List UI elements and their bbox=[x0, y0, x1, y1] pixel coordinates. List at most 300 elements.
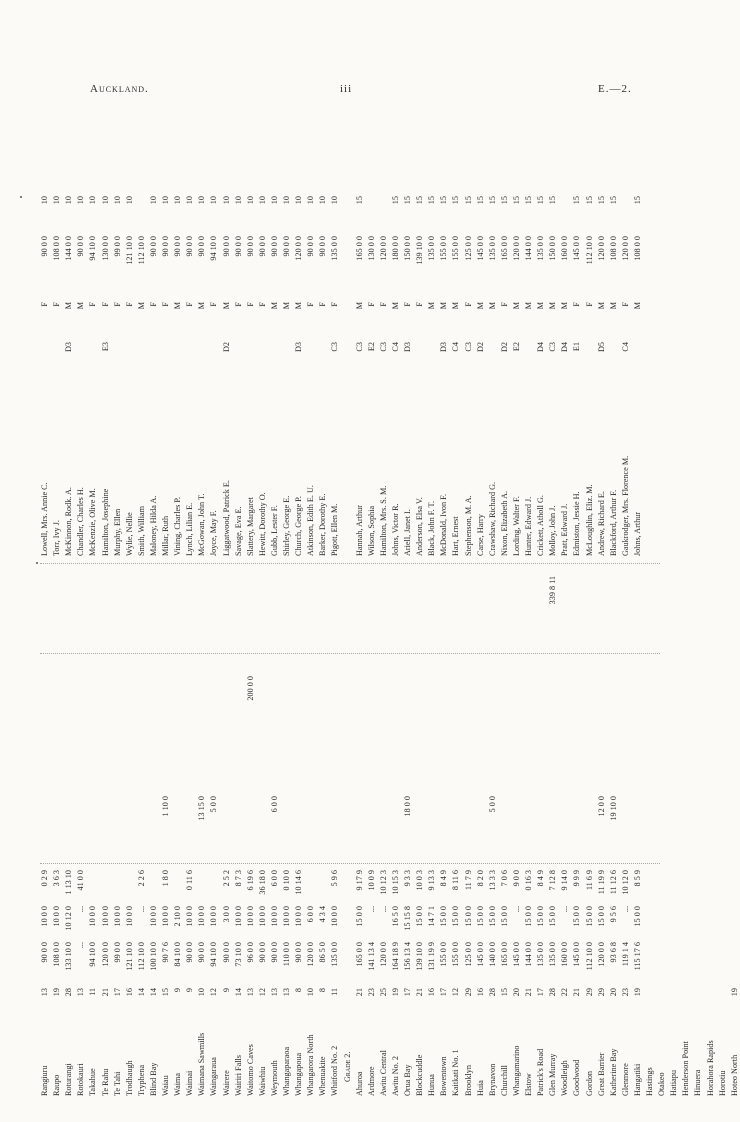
school-name: Waiau bbox=[161, 1075, 170, 1096]
teacher-house-allowance: 15 bbox=[548, 196, 558, 205]
school-house-allowance: ... bbox=[620, 906, 630, 913]
building-row bbox=[270, 566, 280, 646]
teacher-name: Wilson, Sophia bbox=[366, 505, 376, 556]
building-row bbox=[548, 566, 558, 646]
school-name: Wairere bbox=[221, 1070, 231, 1096]
school-roll: 13 bbox=[269, 988, 279, 997]
school-salary: 120 0 0 bbox=[100, 942, 110, 967]
school-name: Waitomo Caves bbox=[245, 1044, 255, 1096]
teacher-classification: D4 bbox=[536, 342, 546, 353]
school-name: Weymouth bbox=[269, 1060, 279, 1096]
teacher-sex: F bbox=[584, 302, 594, 307]
building-row bbox=[137, 566, 147, 646]
school-house-allowance: 10 0 0 bbox=[197, 906, 207, 927]
teacher-salary: 90 0 0 bbox=[257, 236, 267, 257]
teacher-salary: 120 0 0 bbox=[378, 236, 388, 261]
school-salary: 90 0 0 bbox=[221, 942, 231, 963]
school-name: Rotokauri bbox=[76, 1063, 86, 1096]
teacher-house-allowance: 15 bbox=[596, 196, 606, 205]
teacher-salary: 144 0 0 bbox=[524, 236, 533, 261]
building-row bbox=[88, 566, 98, 646]
teacher-classification: C3 bbox=[378, 342, 388, 352]
extra-amount-a: 6 0 0 bbox=[269, 796, 279, 813]
school-row bbox=[488, 866, 498, 1096]
teacher-house-allowance: 15 bbox=[354, 196, 364, 205]
school-salary: 94 10 0 bbox=[209, 942, 219, 967]
building-row bbox=[367, 566, 377, 646]
school-extra: 3 6 3 bbox=[52, 870, 62, 887]
school-salary: 120 0 0 bbox=[596, 942, 606, 967]
teacher-row bbox=[246, 116, 256, 556]
school-name: Kaitkati No. 1 bbox=[451, 1049, 461, 1096]
school-row bbox=[125, 866, 135, 1096]
extras-row bbox=[246, 656, 256, 856]
building-amount: 339 8 11 bbox=[548, 576, 558, 605]
extras-row bbox=[209, 656, 219, 856]
school-roll: 20 bbox=[511, 988, 521, 997]
school-salary: 125 0 0 bbox=[463, 942, 473, 967]
extras-row bbox=[609, 656, 619, 856]
teacher-name: Hamilton, Mrs. S. M. bbox=[378, 485, 388, 556]
teacher-row bbox=[318, 116, 328, 556]
extras-row bbox=[379, 656, 389, 856]
school-roll: 28 bbox=[487, 988, 497, 997]
building-row bbox=[451, 566, 461, 646]
teacher-name: Hannah, Arthur bbox=[354, 505, 364, 556]
school-name: Ardmore bbox=[366, 1066, 376, 1096]
teacher-name: Johns, Victor R. bbox=[390, 503, 400, 556]
teacher-name: Smith, William bbox=[136, 505, 146, 556]
school-house-allowance: 15 0 0 bbox=[415, 906, 425, 927]
teacher-name: Atkinson, Edith E. U. bbox=[306, 485, 316, 556]
school-row bbox=[403, 866, 413, 1096]
school-extra: 11 12 6 bbox=[608, 870, 618, 895]
teacher-row bbox=[125, 116, 135, 556]
school-row bbox=[730, 866, 740, 1096]
teacher-salary: 90 0 0 bbox=[185, 236, 195, 257]
teacher-house-allowance: 15 bbox=[572, 196, 582, 205]
school-salary: 135 0 0 bbox=[536, 942, 546, 967]
building-row bbox=[40, 566, 50, 646]
school-extra: 0 2 9 bbox=[40, 870, 49, 887]
extras-row bbox=[40, 656, 50, 856]
teacher-name: Torr, Ivy J. bbox=[52, 520, 62, 556]
school-salary: 93 6 8 bbox=[608, 942, 618, 963]
teacher-salary: 144 0 0 bbox=[64, 236, 74, 261]
school-extra: 8 11 6 bbox=[451, 870, 461, 891]
teacher-salary: 165 0 0 bbox=[499, 236, 509, 261]
teacher-salary: 135 0 0 bbox=[427, 236, 437, 261]
school-house-allowance: 10 0 0 bbox=[88, 906, 98, 927]
teacher-row bbox=[40, 116, 50, 556]
school-row bbox=[270, 866, 280, 1096]
school-row bbox=[536, 866, 546, 1096]
teacher-row bbox=[282, 116, 292, 556]
school-row bbox=[681, 866, 691, 1096]
school-roll: 17 bbox=[536, 988, 546, 997]
school-row bbox=[161, 866, 171, 1096]
teacher-name: McGowan, John T. bbox=[197, 493, 207, 556]
school-roll: 19 bbox=[632, 988, 642, 997]
school-name: Tryphena bbox=[136, 1064, 146, 1096]
teacher-house-allowance: 15 bbox=[463, 196, 473, 205]
school-house-allowance: 2 10 0 bbox=[173, 906, 183, 927]
teacher-row bbox=[633, 116, 643, 556]
teacher-house-allowance: 10 bbox=[318, 196, 328, 205]
school-name: Blind Bay bbox=[148, 1062, 158, 1096]
teacher-row bbox=[524, 116, 534, 556]
teacher-sex: M bbox=[548, 302, 558, 310]
school-roll: 21 bbox=[524, 988, 533, 997]
extra-amount-a: 18 0 0 bbox=[403, 796, 412, 817]
teacher-classification: C4 bbox=[620, 342, 630, 352]
school-name: Great Barrier bbox=[596, 1052, 606, 1096]
teacher-classification: E1 bbox=[572, 342, 582, 352]
school-row bbox=[185, 866, 195, 1096]
school-name: Hatiapu bbox=[669, 1070, 679, 1096]
school-extra: 11 7 9 bbox=[463, 870, 473, 891]
extras-row bbox=[113, 656, 123, 856]
school-name: Waima bbox=[173, 1073, 183, 1096]
teacher-name: Lynch, Lilian E. bbox=[185, 502, 195, 556]
extra-amount-a: 12 0 0 bbox=[596, 796, 606, 817]
teacher-salary: 120 0 0 bbox=[596, 236, 606, 261]
teacher-row bbox=[609, 116, 619, 556]
teacher-sex: F bbox=[233, 302, 243, 307]
school-house-allowance: ... bbox=[560, 906, 570, 913]
teacher-house-allowance: 15 bbox=[475, 196, 485, 205]
teacher-name: Gubb, Lester F. bbox=[269, 505, 279, 556]
school-extra: 41 0 0 bbox=[76, 870, 86, 891]
school-house-allowance: 10 0 0 bbox=[233, 906, 243, 927]
school-extra: 8 7 3 bbox=[233, 870, 243, 887]
school-extra: 10 15 3 bbox=[390, 870, 400, 895]
building-row bbox=[52, 566, 62, 646]
teacher-name: Barker, Dorothy E. bbox=[318, 493, 328, 556]
teacher-classification: D4 bbox=[560, 342, 570, 353]
school-extra: 0 10 0 bbox=[282, 870, 291, 891]
teacher-row bbox=[476, 116, 486, 556]
extras-row bbox=[464, 656, 474, 856]
school-house-allowance: 15 0 0 bbox=[548, 906, 558, 927]
school-roll: 15 bbox=[499, 988, 509, 997]
school-name: Brooklyn bbox=[463, 1065, 473, 1096]
school-salary: 90 0 0 bbox=[269, 942, 279, 963]
school-salary: 144 0 0 bbox=[524, 942, 533, 967]
school-name: Gordon bbox=[584, 1070, 594, 1096]
school-roll: 14 bbox=[148, 988, 158, 997]
school-house-allowance: 10 0 0 bbox=[330, 906, 340, 927]
extras-row bbox=[222, 656, 232, 856]
teacher-row bbox=[367, 116, 377, 556]
school-house-allowance: 15 15 8 bbox=[403, 906, 412, 931]
school-name: Goodwood bbox=[572, 1059, 582, 1096]
school-roll: 19 bbox=[729, 988, 739, 997]
school-salary: 135 0 0 bbox=[548, 942, 558, 967]
school-row bbox=[173, 866, 183, 1096]
teacher-name: Murphy, Ellen bbox=[112, 508, 122, 556]
school-extra: 9 9 9 bbox=[572, 870, 582, 887]
building-row bbox=[343, 566, 353, 646]
school-extra: 8 2 0 bbox=[475, 870, 485, 887]
school-name: Orua Bay bbox=[403, 1064, 412, 1096]
building-row bbox=[101, 566, 111, 646]
school-row bbox=[76, 866, 86, 1096]
school-salary: 133 10 0 bbox=[64, 942, 74, 971]
school-salary: 90 0 0 bbox=[294, 942, 304, 963]
school-row bbox=[427, 866, 437, 1096]
teacher-classification: C4 bbox=[390, 342, 400, 352]
school-house-allowance: 9 5 6 bbox=[608, 906, 618, 923]
teacher-classification: C3 bbox=[463, 342, 473, 352]
school-extra: 2 5 2 bbox=[221, 870, 231, 887]
building-row bbox=[609, 566, 619, 646]
school-roll: 16 bbox=[427, 988, 437, 997]
school-salary: 165 0 0 bbox=[354, 942, 364, 967]
teacher-sex: F bbox=[100, 302, 110, 307]
teacher-name: Anderson, Elsa V. bbox=[415, 497, 425, 556]
teacher-name: Lowell, Mrs. Annie C. bbox=[40, 482, 49, 556]
building-row bbox=[197, 566, 207, 646]
school-row bbox=[113, 866, 123, 1096]
school-name: Roturangi bbox=[64, 1063, 74, 1096]
extras-row bbox=[476, 656, 486, 856]
teacher-row bbox=[548, 116, 558, 556]
teacher-house-allowance: 10 bbox=[257, 196, 267, 205]
building-row bbox=[161, 566, 171, 646]
teacher-name: Crickett, Atholl G. bbox=[536, 495, 546, 556]
school-row bbox=[343, 866, 353, 1096]
teacher-name: Savage, Eva E. bbox=[233, 506, 243, 556]
school-salary: 156 13 4 bbox=[403, 942, 412, 971]
teacher-house-allowance: 10 bbox=[330, 196, 340, 205]
extras-row bbox=[343, 656, 353, 856]
teacher-sex: M bbox=[632, 302, 642, 310]
teacher-sex: F bbox=[463, 302, 473, 307]
teacher-name: Molloy, John J. bbox=[548, 505, 558, 556]
print-speck bbox=[36, 562, 38, 564]
teacher-salary: 165 0 0 bbox=[354, 236, 364, 261]
teacher-salary: 90 0 0 bbox=[173, 236, 183, 257]
school-row bbox=[609, 866, 619, 1096]
school-extra: 0 11 6 bbox=[185, 870, 195, 891]
teacher-sex: M bbox=[511, 302, 521, 310]
school-roll: 12 bbox=[257, 988, 267, 997]
school-salary: 99 0 0 bbox=[112, 942, 122, 963]
extras-row bbox=[64, 656, 74, 856]
school-extra: 9 0 0 bbox=[511, 870, 521, 887]
teacher-house-allowance: 10 bbox=[233, 196, 243, 205]
extra-amount-a: 13 15 0 bbox=[197, 796, 207, 821]
teacher-row bbox=[161, 116, 171, 556]
extras-row bbox=[161, 656, 171, 856]
extras-row bbox=[633, 656, 643, 856]
teacher-sex: F bbox=[124, 302, 134, 307]
extras-row bbox=[621, 656, 631, 856]
school-row bbox=[669, 866, 679, 1096]
extras-row bbox=[512, 656, 522, 856]
building-row bbox=[415, 566, 425, 646]
teacher-classification: D5 bbox=[596, 342, 606, 353]
school-salary: 73 10 0 bbox=[233, 942, 243, 967]
school-name: Horahora Rapids bbox=[705, 1040, 715, 1096]
column-rule bbox=[40, 653, 660, 654]
school-salary: 155 0 0 bbox=[439, 942, 449, 967]
school-salary: 145 0 0 bbox=[572, 942, 582, 967]
school-row bbox=[234, 866, 244, 1096]
teacher-salary: 150 0 0 bbox=[548, 236, 558, 261]
school-row bbox=[500, 866, 510, 1096]
building-row bbox=[500, 566, 510, 646]
extras-row bbox=[52, 656, 62, 856]
teacher-name: Shirley, George E. bbox=[282, 495, 291, 556]
school-name: Raupo bbox=[52, 1074, 62, 1096]
extras-row bbox=[415, 656, 425, 856]
extra-amount-a: 19 10 0 bbox=[608, 796, 618, 821]
extras-row bbox=[500, 656, 510, 856]
extras-row bbox=[306, 656, 316, 856]
school-roll: 19 bbox=[390, 988, 400, 997]
school-salary: 112 10 0 bbox=[584, 942, 594, 971]
school-extra: 10 0 3 bbox=[415, 870, 425, 891]
school-salary: 110 0 0 bbox=[282, 942, 291, 967]
teacher-house-allowance: 15 bbox=[439, 196, 449, 205]
teacher-row bbox=[379, 116, 389, 556]
extra-amount-a: 1 10 0 bbox=[161, 796, 170, 817]
teacher-sex: M bbox=[487, 302, 497, 310]
school-name: Takahue bbox=[88, 1068, 98, 1096]
school-extra: 10 0 9 bbox=[366, 870, 376, 891]
school-extra: 10 12 3 bbox=[378, 870, 388, 895]
teacher-salary: 90 0 0 bbox=[221, 236, 231, 257]
school-row bbox=[222, 866, 232, 1096]
school-house-allowance: 15 0 0 bbox=[475, 906, 485, 927]
extras-row bbox=[548, 656, 558, 856]
teacher-classification: D2 bbox=[499, 342, 509, 353]
school-roll: 22 bbox=[560, 988, 570, 997]
school-row bbox=[585, 866, 595, 1096]
school-salary: 119 1 4 bbox=[620, 942, 630, 967]
extras-row bbox=[101, 656, 111, 856]
school-extra: 11 19 9 bbox=[596, 870, 606, 895]
school-row bbox=[40, 866, 50, 1096]
teacher-row bbox=[173, 116, 183, 556]
school-house-allowance: 16 5 0 bbox=[390, 906, 400, 927]
teacher-sex: F bbox=[245, 302, 255, 307]
school-row bbox=[294, 866, 304, 1096]
school-house-allowance: 14 7 1 bbox=[427, 906, 437, 927]
school-row bbox=[572, 866, 582, 1096]
teacher-salary: 155 0 0 bbox=[439, 236, 449, 261]
school-row bbox=[548, 866, 558, 1096]
school-name: Rangiuru bbox=[40, 1065, 49, 1096]
school-name: Waimai bbox=[185, 1070, 195, 1096]
teacher-name: Joyce, May F. bbox=[209, 510, 219, 556]
teacher-row bbox=[488, 116, 498, 556]
school-name: Trodhaugh bbox=[124, 1060, 134, 1096]
teacher-salary: 150 0 0 bbox=[403, 236, 412, 261]
teacher-classification: C3 bbox=[548, 342, 558, 352]
school-name: Waingaraua bbox=[209, 1057, 219, 1096]
extras-row bbox=[391, 656, 401, 856]
school-salary: 100 10 0 bbox=[148, 942, 158, 971]
teacher-salary: 94 10 0 bbox=[209, 236, 219, 261]
teacher-row bbox=[270, 116, 280, 556]
extras-row bbox=[560, 656, 570, 856]
school-salary: 165 0 0 bbox=[499, 942, 509, 967]
school-row bbox=[391, 866, 401, 1096]
teacher-row bbox=[355, 116, 365, 556]
school-roll: 17 bbox=[403, 988, 412, 997]
school-row bbox=[306, 866, 316, 1096]
teacher-row bbox=[222, 116, 232, 556]
teacher-house-allowance: 10 bbox=[269, 196, 279, 205]
building-row bbox=[76, 566, 86, 646]
school-row bbox=[560, 866, 570, 1096]
teacher-sex: M bbox=[64, 302, 74, 310]
teacher-row bbox=[427, 116, 437, 556]
school-row bbox=[64, 866, 74, 1096]
teacher-sex: M bbox=[221, 302, 231, 310]
teacher-house-allowance: 10 bbox=[282, 196, 291, 205]
teacher-salary: 130 0 0 bbox=[100, 236, 110, 261]
extras-row bbox=[185, 656, 195, 856]
extras-row bbox=[330, 656, 340, 856]
school-roll: 13 bbox=[40, 988, 49, 997]
building-row bbox=[572, 566, 582, 646]
teacher-row bbox=[585, 116, 595, 556]
teacher-sex: M bbox=[427, 302, 437, 310]
school-name: Whangamarino bbox=[511, 1045, 521, 1096]
school-roll: 17 bbox=[439, 988, 449, 997]
extras-row bbox=[137, 656, 147, 856]
school-name: Otakeo bbox=[657, 1072, 667, 1096]
teacher-name: McLoughlin, Eliz. M. bbox=[584, 484, 594, 556]
teacher-house-allowance: 15 bbox=[390, 196, 400, 205]
teacher-house-allowance: 10 bbox=[112, 196, 122, 205]
teacher-classification: D3 bbox=[439, 342, 449, 353]
teacher-sex: F bbox=[161, 302, 170, 307]
teacher-salary: 94 10 0 bbox=[88, 236, 98, 261]
school-row bbox=[282, 866, 292, 1096]
teacher-salary: 108 0 0 bbox=[632, 236, 642, 261]
teacher-house-allowance: 10 bbox=[245, 196, 255, 205]
school-salary: 84 10 0 bbox=[173, 942, 183, 967]
school-house-allowance: 15 0 0 bbox=[487, 906, 497, 927]
building-row bbox=[439, 566, 449, 646]
school-salary: 135 0 0 bbox=[330, 942, 340, 967]
school-roll: 11 bbox=[330, 988, 340, 996]
school-house-allowance: 3 0 0 bbox=[221, 906, 231, 923]
school-house-allowance: 10 0 0 bbox=[52, 906, 62, 927]
teacher-house-allowance: 10 bbox=[197, 196, 207, 205]
teacher-salary: 155 0 0 bbox=[451, 236, 461, 261]
school-house-allowance: ... bbox=[366, 906, 376, 913]
school-house-allowance: 10 0 0 bbox=[282, 906, 291, 927]
teacher-sex: F bbox=[572, 302, 582, 307]
teacher-house-allowance: 15 bbox=[451, 196, 461, 205]
building-row bbox=[222, 566, 232, 646]
school-roll: 10 bbox=[197, 988, 207, 997]
teacher-house-allowance: 10 bbox=[221, 196, 231, 205]
school-row bbox=[464, 866, 474, 1096]
extras-row bbox=[234, 656, 244, 856]
teacher-row bbox=[209, 116, 219, 556]
teacher-sex: F bbox=[499, 302, 509, 307]
extras-row bbox=[318, 656, 328, 856]
column-rule bbox=[40, 563, 660, 564]
school-name: Henderson Point bbox=[681, 1041, 691, 1096]
